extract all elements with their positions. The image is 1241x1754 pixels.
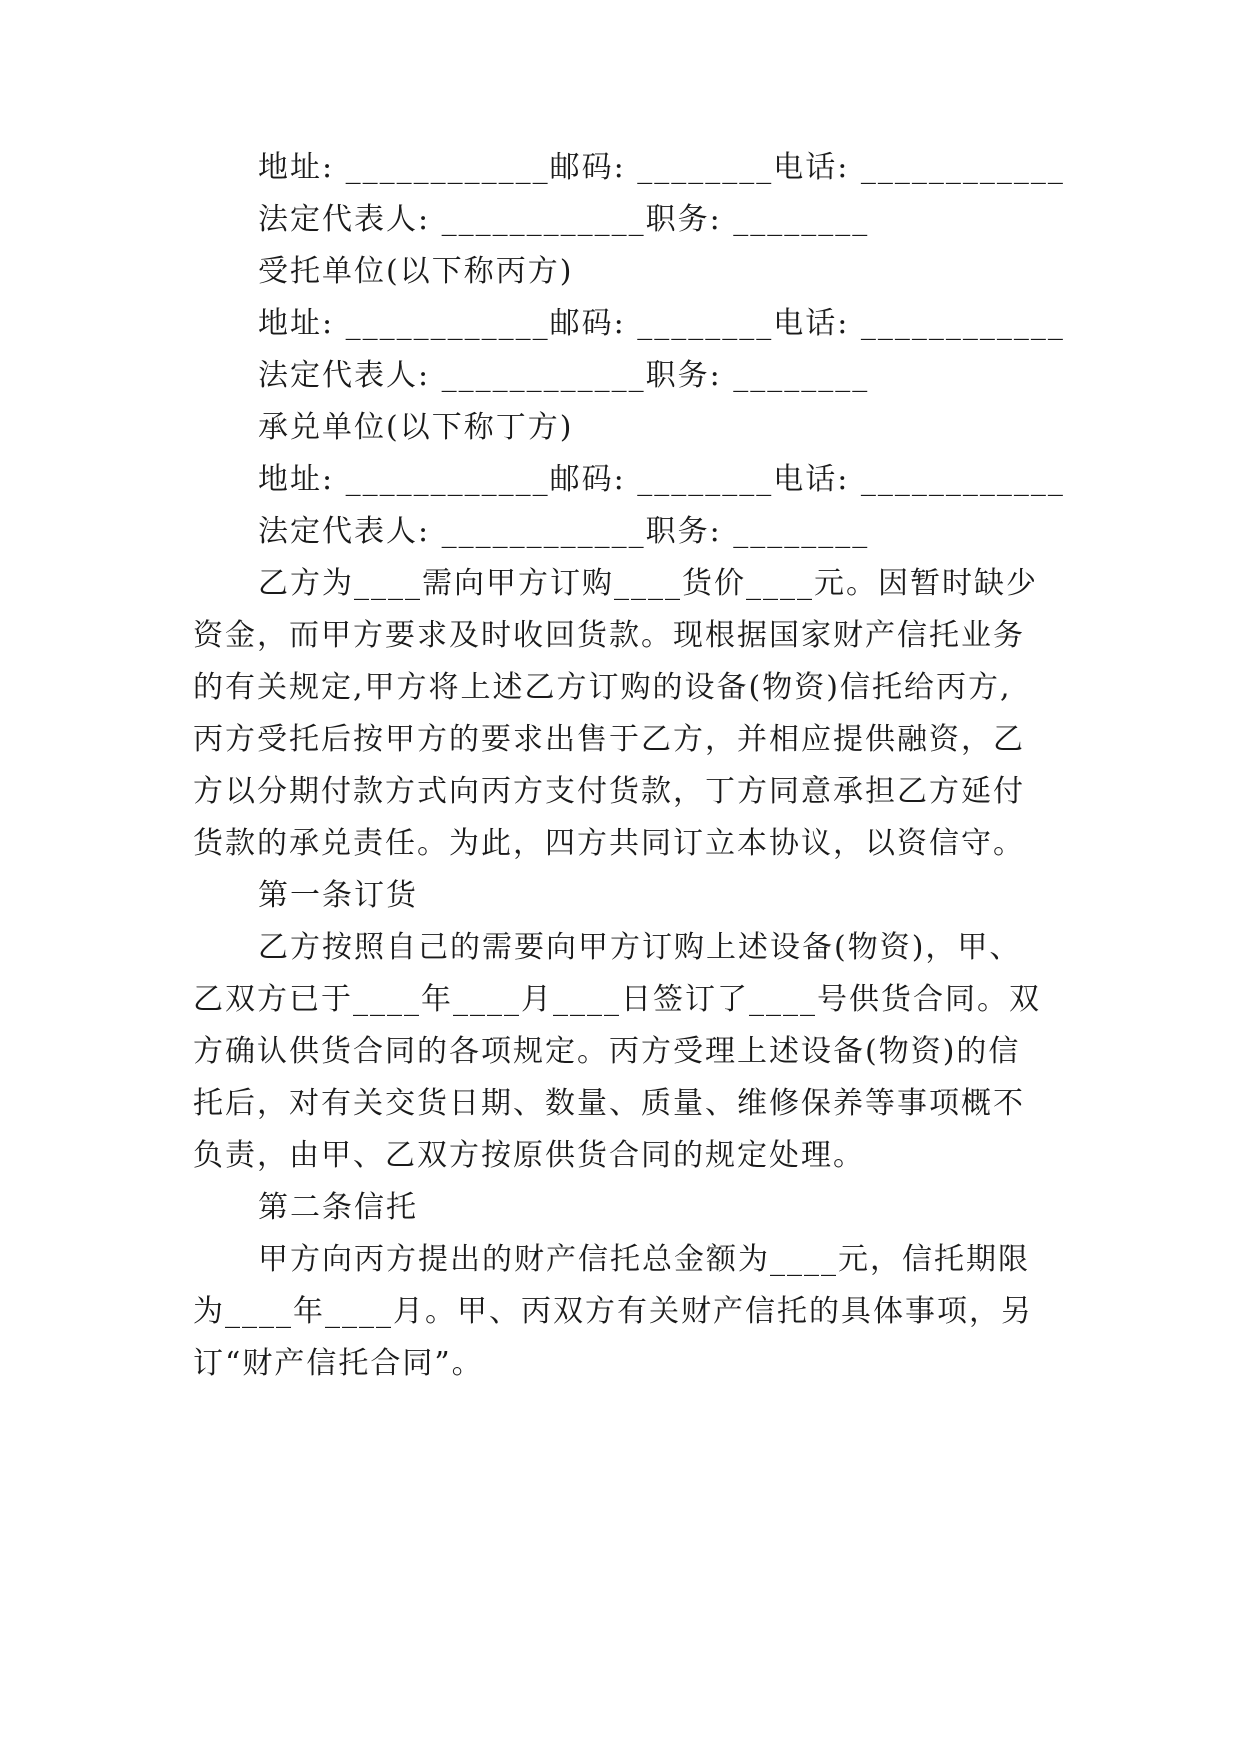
- preamble-line: 乙方为____需向甲方订购____货价____元。因暂时缺少: [258, 566, 1038, 601]
- preamble-line: 方以分期付款方式向丙方支付货款，丁方同意承担乙方延付: [193, 774, 1025, 809]
- party-b-representative-line: 法定代表人: ____________职务: ________: [258, 202, 870, 237]
- preamble-line: 的有关规定,甲方将上述乙方订购的设备(物资)信托给丙方,: [193, 670, 1012, 705]
- article-1-line: 托后，对有关交货日期、数量、质量、维修保养等事项概不: [193, 1086, 1025, 1121]
- preamble-line: 资金，而甲方要求及时收回货款。现根据国家财产信托业务: [193, 618, 1025, 653]
- party-c-address-line: 地址: ____________邮码: ________电话: ____________: [258, 306, 1065, 341]
- article-2-heading: 第二条信托: [258, 1190, 418, 1225]
- preamble-line: 货款的承兑责任。为此，四方共同订立本协议，以资信守。: [193, 826, 1025, 861]
- article-1-line: 负责，由甲、乙双方按原供货合同的规定处理。: [193, 1138, 865, 1173]
- party-b-address-line: 地址: ____________邮码: ________电话: ____________: [258, 150, 1065, 185]
- article-1-heading: 第一条订货: [258, 878, 418, 913]
- party-c-heading: 受托单位(以下称丙方): [258, 254, 574, 289]
- party-d-heading: 承兑单位(以下称丁方): [258, 410, 574, 445]
- article-2-line: 为____年____月。甲、丙双方有关财产信托的具体事项，另: [193, 1294, 1033, 1329]
- article-1-line: 乙方按照自己的需要向甲方订购上述设备(物资)，甲、: [258, 930, 1022, 965]
- article-2-line: 甲方向丙方提出的财产信托总金额为____元，信托期限: [258, 1242, 1030, 1277]
- article-1-line: 方确认供货合同的各项规定。丙方受理上述设备(物资)的信: [193, 1034, 1021, 1069]
- article-1-line: 乙双方已于____年____月____日签订了____号供货合同。双: [193, 982, 1041, 1017]
- article-2-line: 订“财产信托合同”。: [193, 1346, 484, 1381]
- party-c-representative-line: 法定代表人: ____________职务: ________: [258, 358, 870, 393]
- party-d-representative-line: 法定代表人: ____________职务: ________: [258, 514, 870, 549]
- preamble-line: 丙方受托后按甲方的要求出售于乙方，并相应提供融资，乙: [193, 722, 1025, 757]
- party-d-address-line: 地址: ____________邮码: ________电话: ____________: [258, 462, 1065, 497]
